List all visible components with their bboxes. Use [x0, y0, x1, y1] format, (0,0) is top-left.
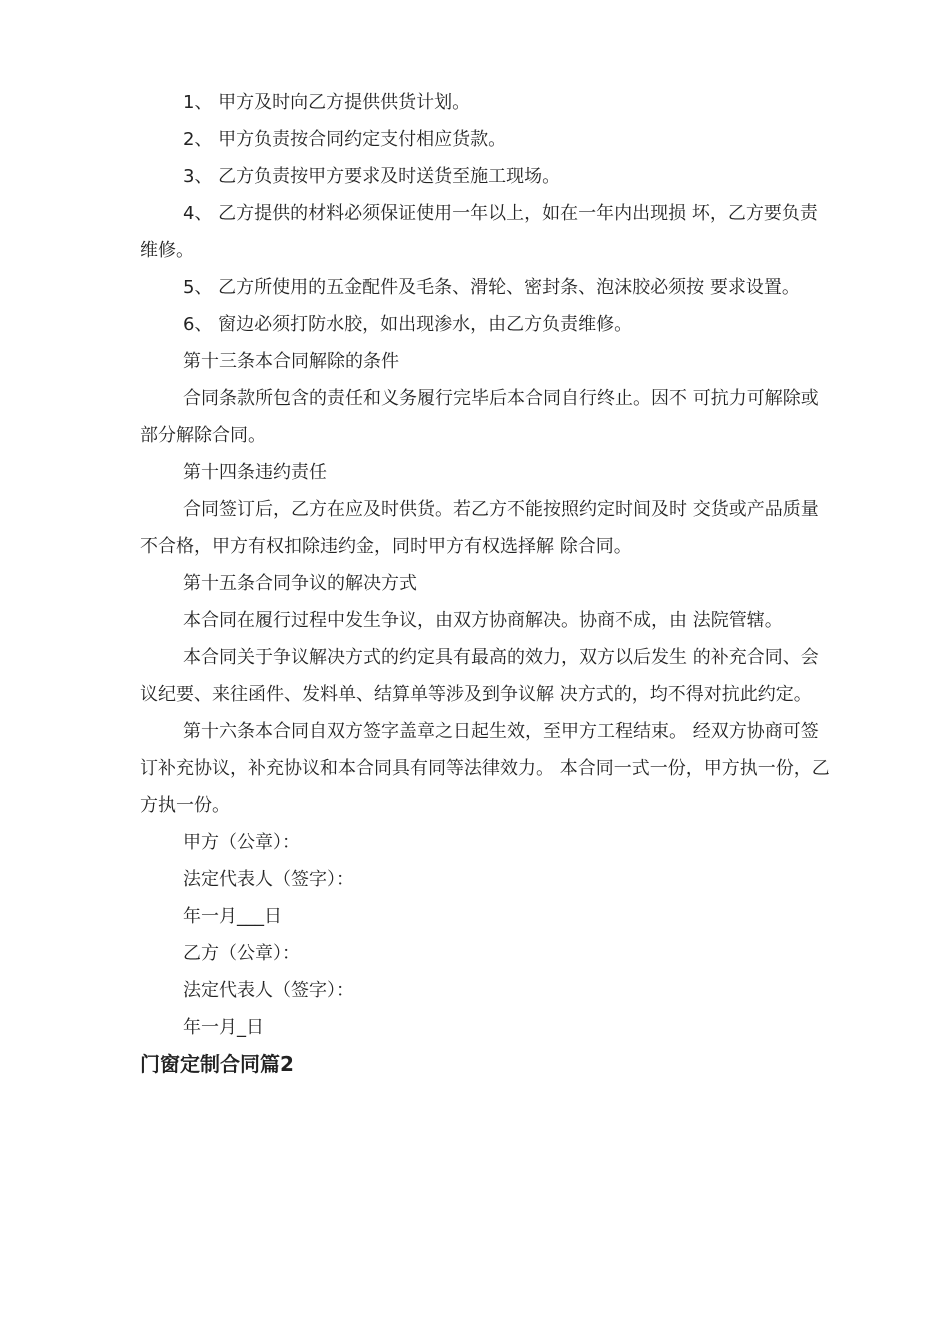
- article-15-heading: 第十五条合同争议的解决方式: [183, 573, 417, 594]
- article-13-heading: 第十三条本合同解除的条件: [183, 351, 399, 372]
- party-a-date: 年一月___日: [183, 906, 282, 927]
- party-a-seal: 甲方（公章）：: [183, 832, 300, 853]
- clause-item-2: 2、 甲方负责按合同约定支付相应货款。: [183, 129, 507, 150]
- clause-item-1: 1、 甲方及时向乙方提供供货计划。: [183, 92, 471, 113]
- article-13-body: 合同条款所包含的责任和义务履行完毕后本合同自行终止。因不 可抗力可解除或部分解除合同。: [140, 388, 819, 446]
- clause-item-4: 4、 乙方提供的材料必须保证使用一年以上，如在一年内出现损 坏，乙方要负责维修。: [140, 203, 818, 261]
- clause-item-6: 6、 窗边必须打防水胶，如出现渗水，由乙方负责维修。: [183, 314, 633, 335]
- document-body: [140, 84, 830, 1083]
- article-14-body: 合同签订后，乙方在应及时供货。若乙方不能按照约定时间及时 交货或产品质量不合格，甲方有权扣除违约金，同时甲方有权选择解 除合同。: [140, 499, 819, 557]
- party-b-seal: 乙方（公章）：: [183, 943, 300, 964]
- clause-item-3: 3、 乙方负责按甲方要求及时送货至施工现场。: [183, 166, 561, 187]
- article-15-body-1: 本合同在履行过程中发生争议，由双方协商解决。协商不成，由 法院管辖。: [183, 610, 783, 631]
- next-section-title: 门窗定制合同篇2: [140, 1052, 294, 1076]
- article-16-body: 第十六条本合同自双方签字盖章之日起生效，至甲方工程结束。 经双方协商可签订补充协议，补充协议和本合同具有同等法律效力。 本合同一式一份，甲方执一份，乙方执一份。: [140, 721, 830, 816]
- party-b-representative: 法定代表人（签字）：: [183, 980, 354, 1001]
- article-15-body-2: 本合同关于争议解决方式的约定具有最高的效力，双方以后发生 的补充合同、会议纪要、来往函件、发料单、结算单等涉及到争议解 决方式的，均不得对抗此约定。: [140, 647, 819, 705]
- clause-item-5: 5、 乙方所使用的五金配件及毛条、滑轮、密封条、泡沫胶必须按 要求设置。: [183, 277, 800, 298]
- party-a-representative: 法定代表人（签字）：: [183, 869, 354, 890]
- article-14-heading: 第十四条违约责任: [183, 462, 327, 483]
- party-b-date: 年一月_日: [183, 1017, 264, 1038]
